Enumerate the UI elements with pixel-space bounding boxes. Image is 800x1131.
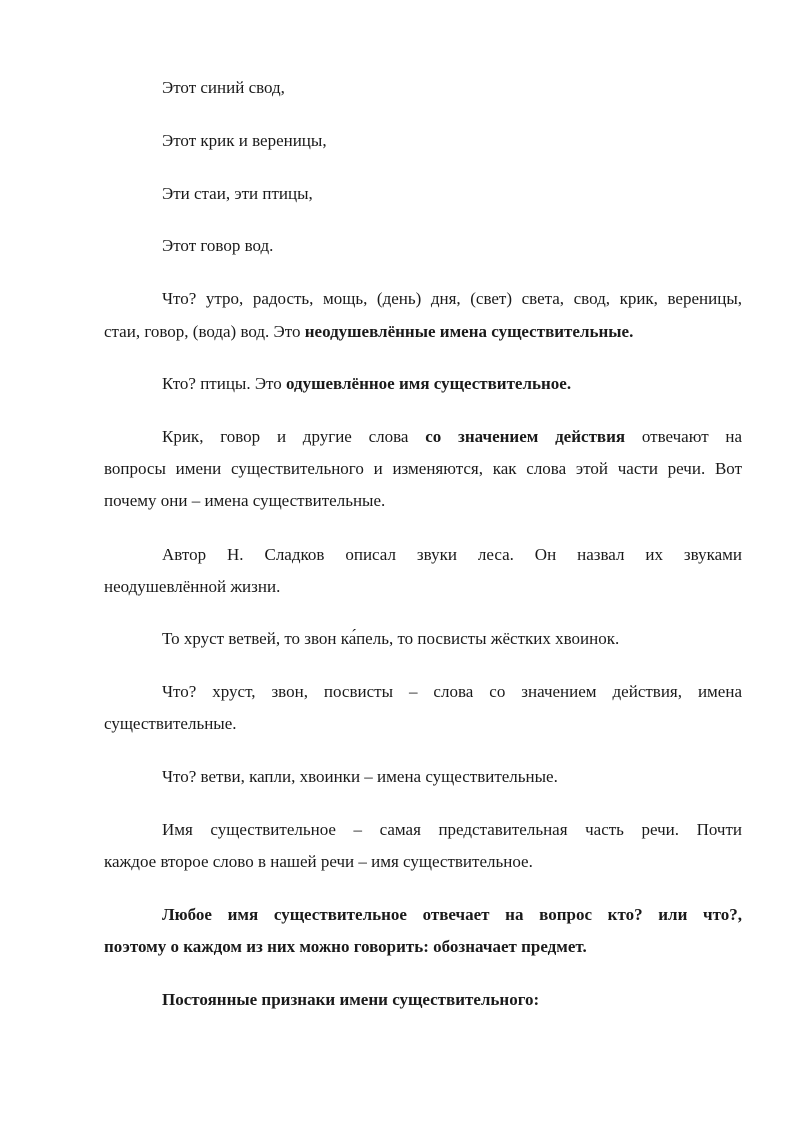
paragraph-3-bold: со значением действия <box>425 427 626 446</box>
paragraph-6-line-2: существительные. <box>104 714 237 733</box>
paragraph-2-text: Кто? птицы. Это <box>162 374 287 393</box>
paragraph-4-line-1: Автор Н. Сладков описал звуки леса. Он назвал их звуками <box>162 545 742 564</box>
paragraph-3-text-c: отвечают на <box>641 427 743 446</box>
poem-line-4: Этот говор вод. <box>162 236 274 255</box>
paragraph-6-text-b: хруст, звон, посвисты <box>212 682 393 701</box>
paragraph-3-line-1 <box>162 421 742 452</box>
paragraph-6-text-c: – слова со значением действия, имена <box>408 682 742 701</box>
paragraph-9-line-1: Любое имя существительное отвечает на вопрос кто? или что?, <box>162 905 742 924</box>
paragraph-1-bold: неодушевлённые имена существительные. <box>304 322 634 341</box>
paragraph-3-line-3: почему они – имена существительные. <box>104 491 386 510</box>
paragraph-8-line-2: каждое второе слово в нашей речи – имя существительное. <box>104 852 533 871</box>
paragraph-3-line-2: вопросы имени существительного и изменяются, как слова этой части речи. Вот <box>104 459 742 478</box>
paragraph-4-line-2: неодушевлённой жизни. <box>104 577 281 596</box>
paragraph-6-text-a: Что? <box>162 682 197 701</box>
paragraph-1-text: стаи, говор, (вода) вод. Это <box>104 322 305 341</box>
paragraph-3-text-a: Крик, говор <box>162 427 261 446</box>
paragraph-5: То хруст ветвей, то звон ка́пель, то посвисты жёстких хвоинок. <box>162 629 620 648</box>
paragraph-2-bold: одушевлённое имя существительное. <box>286 374 572 393</box>
paragraph-3-text-b: и другие слова <box>276 427 409 446</box>
poem-line-3: Эти стаи, эти птицы, <box>162 184 313 203</box>
paragraph-1-line-1: Что? утро, радость, мощь, (день) дня, (свет) света, свод, крик, вереницы, <box>162 289 742 308</box>
paragraph-7: Что? ветви, капли, хвоинки – имена существительные. <box>162 767 558 786</box>
poem-line-2: Этот крик и вереницы, <box>162 131 327 150</box>
poem-line-1: Этот синий свод, <box>162 78 285 97</box>
paragraph-10: Постоянные признаки имени существительного: <box>162 990 540 1009</box>
paragraph-8-line-1: Имя существительное – самая представительная часть речи. Почти <box>162 820 742 839</box>
paragraph-9-line-2: поэтому о каждом из них можно говорить: обозначает предмет. <box>104 937 587 956</box>
paragraph-6-line-1 <box>162 676 742 707</box>
paragraph-1-line-2 <box>104 316 742 347</box>
paragraph-2 <box>162 368 742 399</box>
